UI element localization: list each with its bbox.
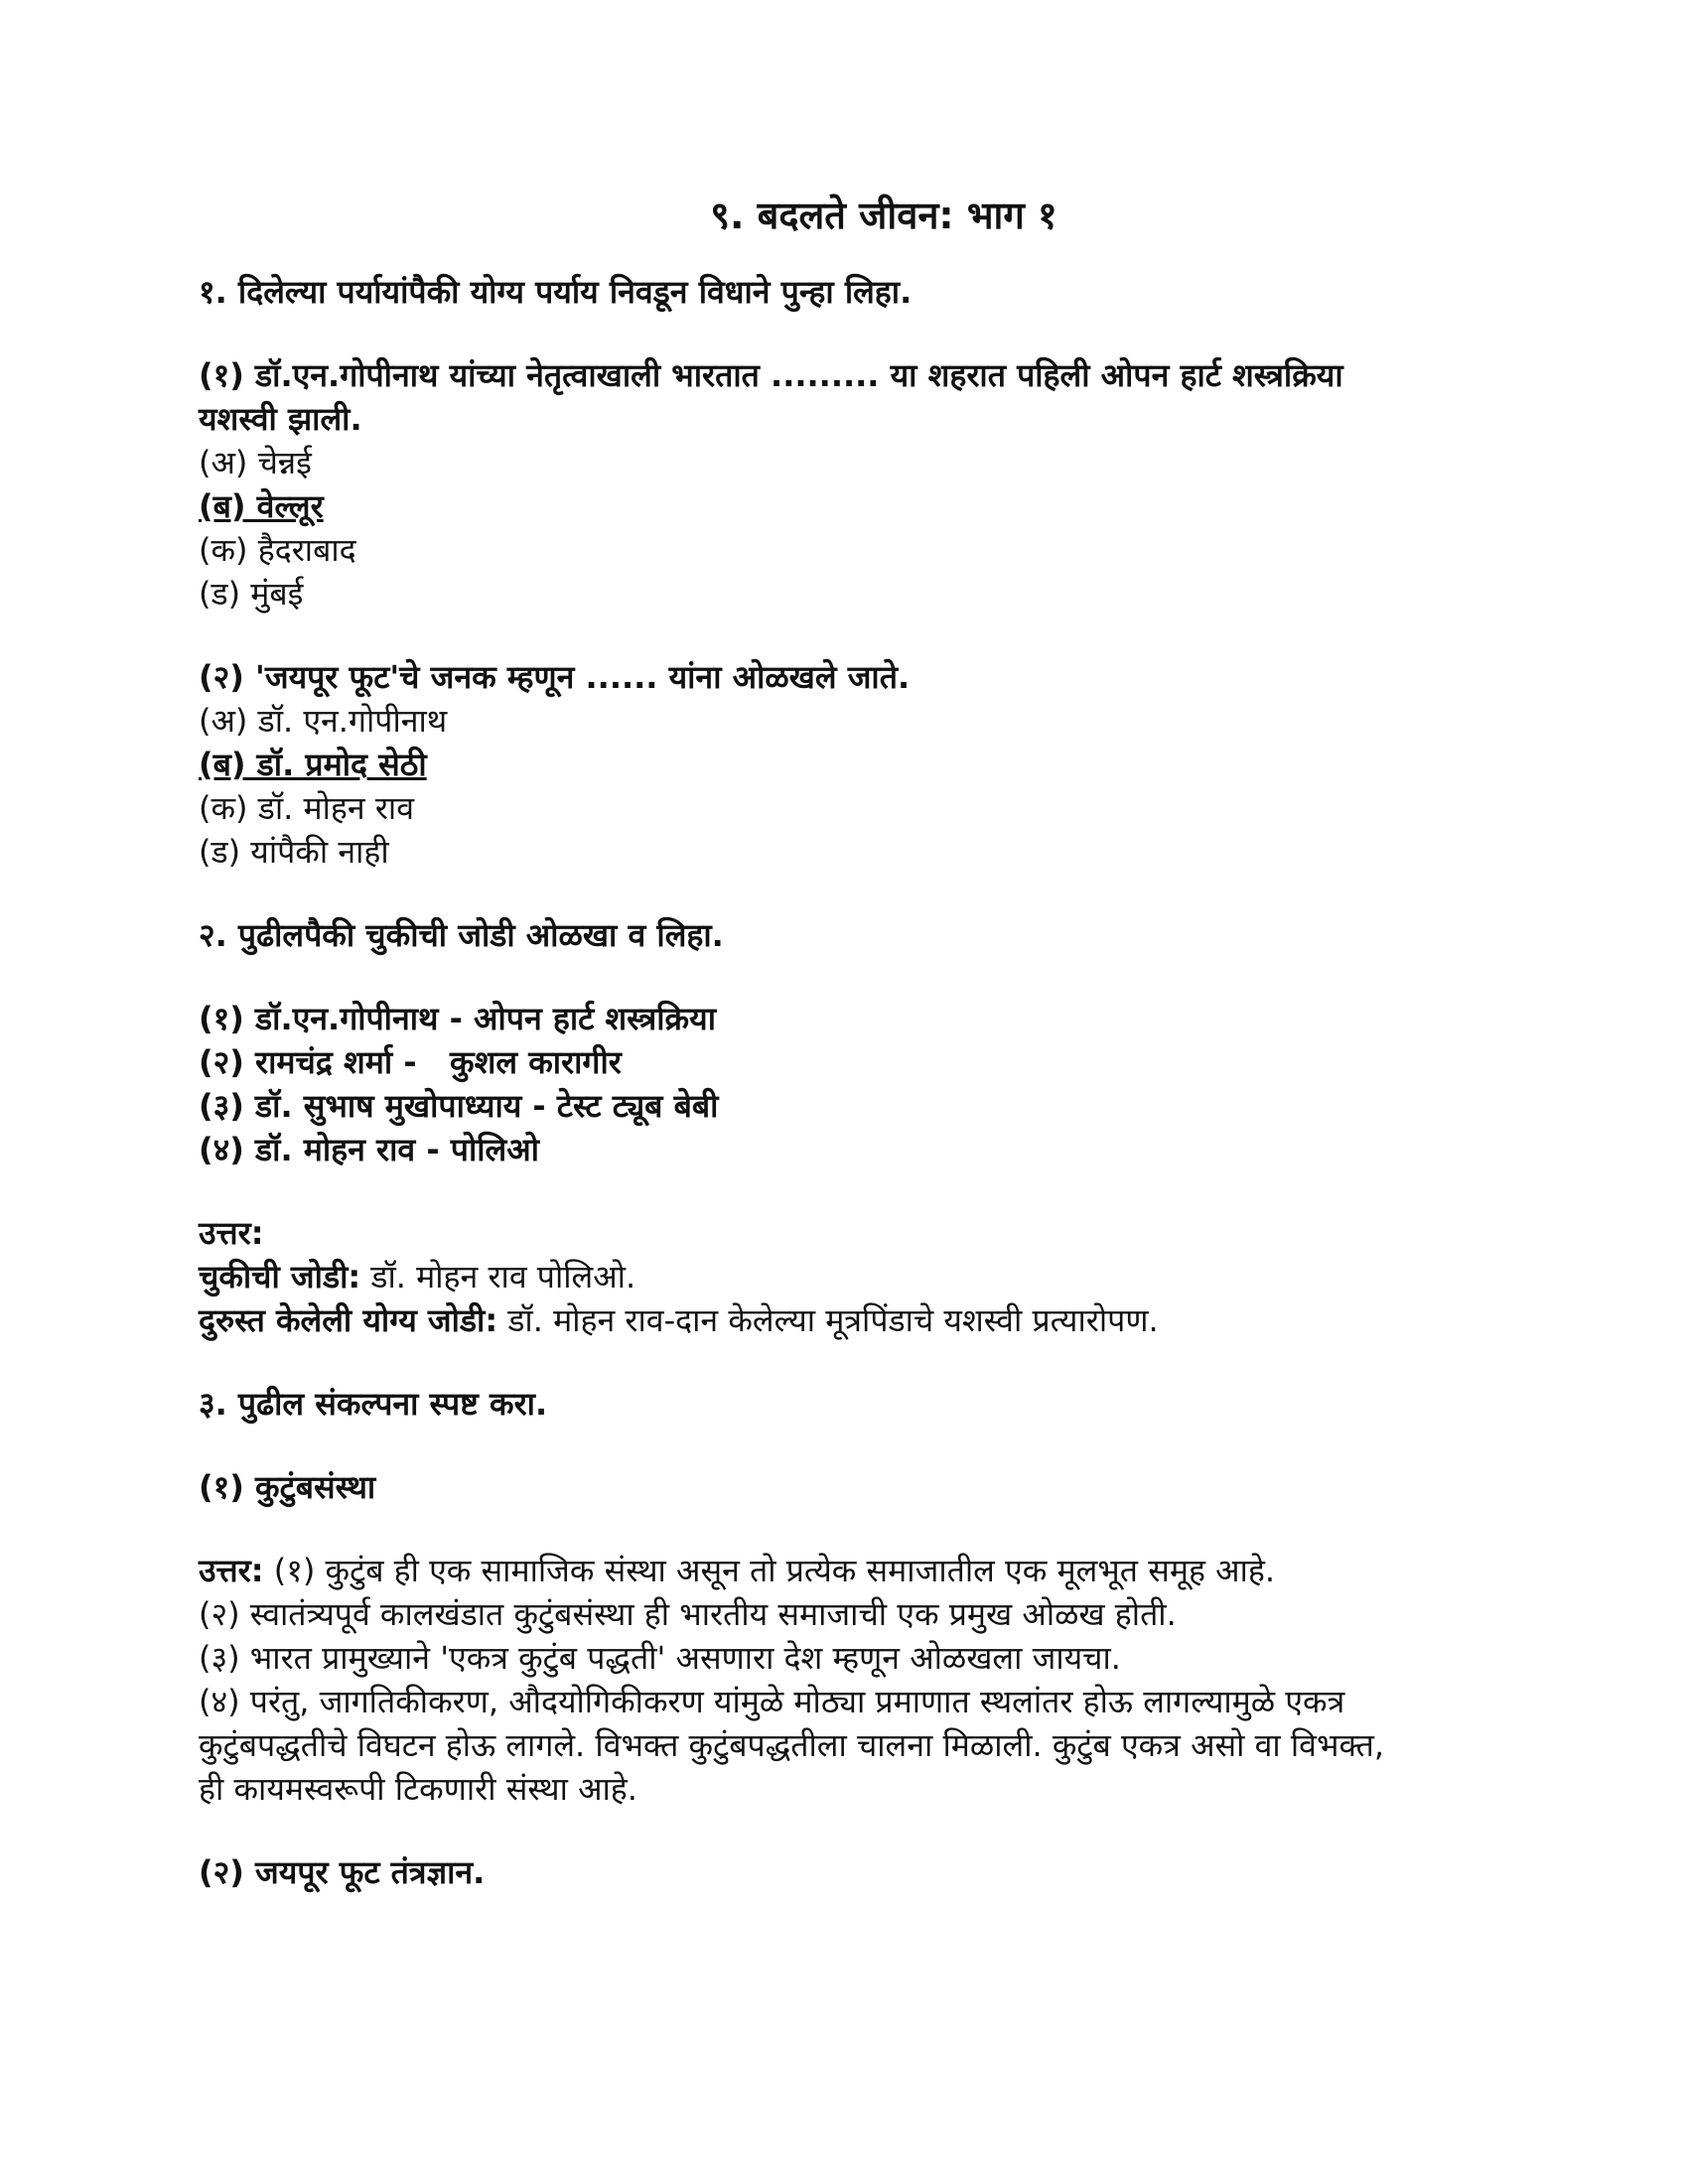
q1-s1-question-line1: (१) डॉ.एन.गोपीनाथ यांच्या नेतृत्वाखाली भारतात ......... या शहरात पहिली ओपन हार्ट शस्त्रक्रिया [199,356,1343,394]
q1-s2-option-c: (क) डॉ. मोहन राव [199,789,414,827]
q1-s1-option-d: (ड) मुंबई [199,575,304,613]
q3-c1-point-4-line2: कुटुंबपद्धतीचे विघटन होऊ लागले. विभक्त कुटुंबपद्धतीला चालना मिळाली. कुटुंब एकत्र असो वा विभक्त, [199,1726,1385,1764]
q1-s2-option-a: (अ) डॉ. एन.गोपीनाथ [199,702,448,740]
q1-s2-option-b-correct: (ब) डॉ. प्रमोद सेठी [199,746,427,783]
q2-wrong-label: चुकीची जोडी: [199,1258,361,1296]
q2-wrong-pair [199,1255,1509,1298]
q1-heading: १. दिलेल्या पर्यायांपैकी योग्य पर्याय निवडून विधाने पुन्हा लिहा. [199,273,913,311]
q3-c1-answer-label: उत्तर: [199,1552,264,1589]
q1-s2-question: (२) 'जयपूर फूट'चे जनक म्हणून ...... यांना ओळखले जाते. [199,658,911,696]
q3-heading: ३. पुढील संकल्पना स्पष्ट करा. [199,1385,548,1423]
q2-answer-label: उत्तर: [199,1214,264,1252]
q1-s1-option-a: (अ) चेन्नई [199,444,312,481]
q1-s2-option-d: (ड) यांपैकी नाही [199,833,389,871]
q2-correct-value: डॉ. मोहन राव-दान केलेल्या मूत्रपिंडाचे यशस्वी प्रत्यारोपण. [497,1301,1159,1339]
q3-c1-heading: (१) कुटुंबसंस्था [199,1468,376,1506]
q2-pair-1: (१) डॉ.एन.गोपीनाथ - ओपन हार्ट शस्त्रक्रिया [199,1000,716,1037]
q3-c1-point-2: (२) स्वातंत्र्यपूर्व कालखंडात कुटुंबसंस्था ही भारतीय समाजाची एक प्रमुख ओळख होती. [199,1595,1177,1633]
q1-s1-option-c: (क) हैदराबाद [199,531,356,569]
page-title: ९. बदलते जीवन: भाग १ [710,194,1057,237]
q2-correct-pair [199,1298,1509,1342]
q3-c1-point-4-line3: ही कायमस्वरूपी टिकणारी संस्था आहे. [199,1770,637,1808]
q3-c2-heading: (२) जयपूर फूट तंत्रज्ञान. [199,1853,486,1891]
q2-pair-4: (४) डॉ. मोहन राव - पोलिओ [199,1131,539,1168]
q3-c1-point-4-line1: (४) परंतु, जागतिकीकरण, औदयोगिकीकरण यांमुळे मोठ्या प्रमाणात स्थलांतर होऊ लागल्यामुळे एकत्र [199,1683,1345,1720]
q1-s1-option-b-correct: (ब) वेल्लूर [199,487,324,525]
q2-heading: २. पुढीलपैकी चुकीची जोडी ओळखा व लिहा. [199,916,724,954]
q2-pair-3: (३) डॉ. सुभाष मुखोपाध्याय - टेस्ट ट्यूब बेबी [199,1087,719,1125]
q3-c1-point-3: (३) भारत प्रामुख्याने 'एकत्र कुटुंब पद्धती' असणारा देश म्हणून ओळखला जायचा. [199,1639,1121,1677]
q2-correct-label: दुरुस्त केलेली योग्य जोडी: [199,1301,498,1339]
q2-wrong-value: डॉ. मोहन राव पोलिओ. [360,1258,636,1296]
q3-c1-point-1 [199,1549,1509,1592]
q2-pair-2: (२) रामचंद्र शर्मा - कुशल कारागीर [199,1043,622,1081]
q1-s1-question-line2: यशस्वी झाली. [199,400,362,438]
q3-c1-point-1-text: (१) कुटुंब ही एक सामाजिक संस्था असून तो प्रत्येक समाजातील एक मूलभूत समूह आहे. [263,1552,1275,1589]
document-page [199,189,1509,1894]
